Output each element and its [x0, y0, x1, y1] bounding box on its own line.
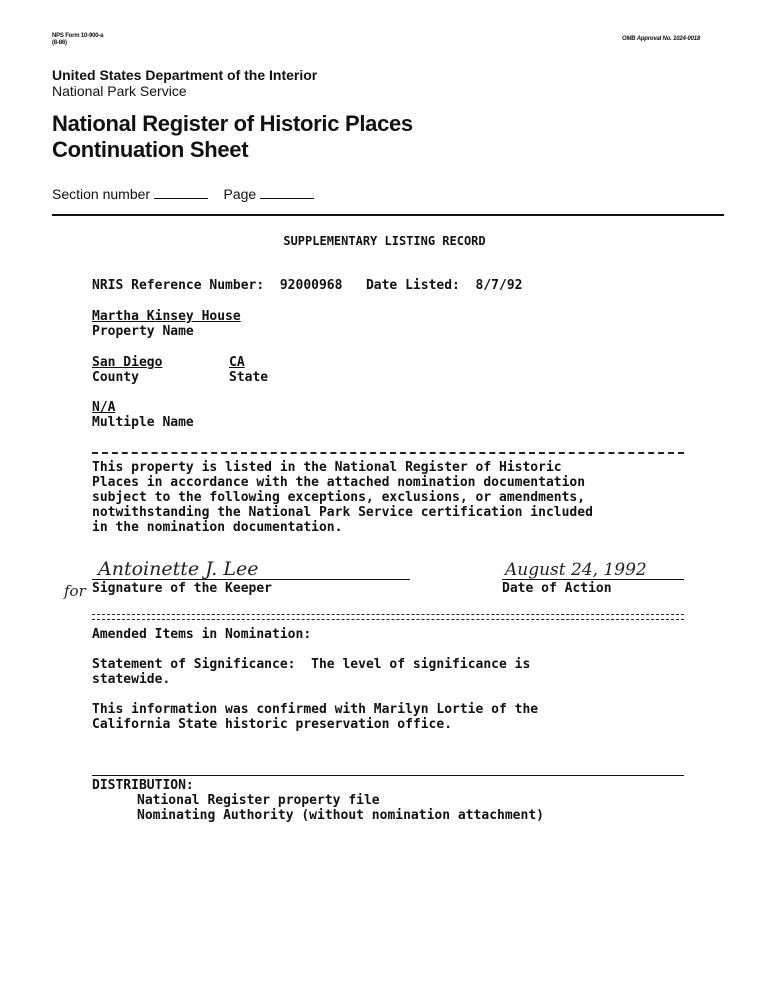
- statement-line-4: notwithstanding the National Park Service certification included: [92, 505, 593, 520]
- nris-value: 92000968: [279, 278, 343, 293]
- distribution-rule: [92, 775, 684, 776]
- multiple-name-value: N/A: [92, 400, 116, 415]
- statement-line-1: This property is listed in the National Register of Historic: [92, 460, 562, 475]
- omb-approval: OMB Approval No. 1024-0018: [622, 36, 700, 42]
- property-name-value: Martha Kinsey House: [92, 309, 241, 324]
- form-date: (8-86): [52, 40, 67, 46]
- state-value: CA: [229, 355, 245, 370]
- statement-line-3: subject to the following exceptions, exclusions, or amendments,: [92, 490, 586, 505]
- title-line-2: Continuation Sheet: [52, 137, 249, 162]
- page-title: [52, 111, 413, 163]
- department-name: United States Department of the Interior: [52, 67, 318, 83]
- title-line-1: National Register of Historic Places: [52, 111, 413, 136]
- section-number-blank: [154, 197, 208, 199]
- county-value: San Diego: [92, 355, 163, 370]
- for-handwriting: for: [64, 582, 86, 600]
- section-page-row: [52, 186, 314, 202]
- dashed-divider: [92, 452, 684, 454]
- section-number-label: Section number: [52, 186, 151, 202]
- date-listed-label: Date Listed:: [365, 278, 460, 293]
- distribution-item-2: Nominating Authority (without nomination attachment): [137, 808, 544, 823]
- agency-block: [52, 67, 317, 99]
- date-of-action-label: Date of Action: [502, 581, 612, 596]
- record-heading: SUPPLEMENTARY LISTING RECORD: [283, 234, 486, 248]
- signature-label: Signature of the Keeper: [92, 581, 273, 596]
- significance-text-1: The level of significance is: [311, 657, 531, 672]
- date-line: [502, 579, 684, 580]
- date-listed-value: 8/7/92: [475, 278, 523, 293]
- page-label: Page: [223, 186, 257, 202]
- significance-text-2: statewide.: [92, 672, 171, 687]
- nris-label: NRIS Reference Number:: [92, 278, 265, 293]
- signature-line: [92, 579, 410, 580]
- statement-line-2: Places in accordance with the attached nomination documentation: [92, 475, 586, 490]
- statement-line-5: in the nomination documentation.: [92, 520, 343, 535]
- property-name-label: Property Name: [92, 324, 194, 339]
- nris-line: [92, 278, 523, 293]
- significance-label: Statement of Significance:: [92, 657, 296, 672]
- form-identifier: [52, 33, 103, 47]
- multiple-name-label: Multiple Name: [92, 415, 194, 430]
- confirm-line-1: This information was confirmed with Marilyn Lortie of the: [92, 702, 539, 717]
- confirm-line-2: California State historic preservation office.: [92, 717, 453, 732]
- keeper-signature: Antoinette J. Lee: [98, 558, 259, 580]
- action-date-handwriting: August 24, 1992: [505, 560, 647, 580]
- double-dashed-divider: [92, 614, 684, 620]
- distribution-heading: DISTRIBUTION:: [92, 778, 194, 793]
- county-label: County: [92, 370, 139, 385]
- header-rule: [52, 214, 724, 216]
- form-number: NPS Form 10-900-a: [52, 33, 104, 39]
- page-number-blank: [260, 197, 314, 199]
- distribution-item-1: National Register property file: [137, 793, 380, 808]
- significance-line-1: [92, 657, 530, 672]
- state-label: State: [229, 370, 269, 385]
- service-name: National Park Service: [52, 83, 187, 99]
- amended-items-heading: Amended Items in Nomination:: [92, 627, 312, 642]
